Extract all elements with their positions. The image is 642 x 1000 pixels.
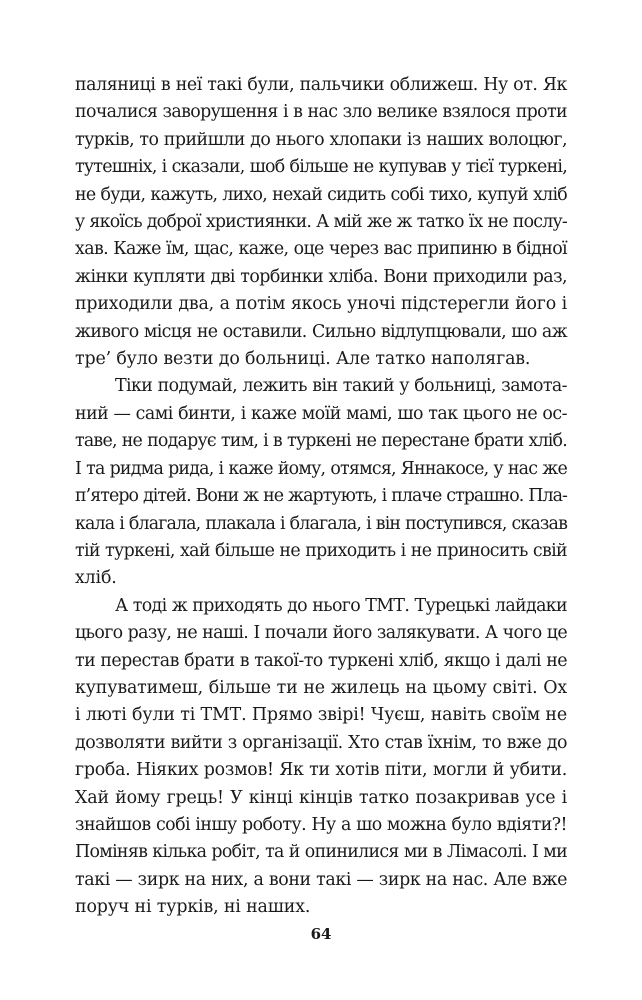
text-line: паляниці в неї такі були, пальчики оближеш. Ну от. Як	[75, 75, 567, 95]
text-line: живого місця не оставили. Сильно відлупцювали, шо аж	[75, 321, 567, 342]
text-line: ти перестав брати в такої-то туркені хліб, якщо і далі не	[75, 650, 567, 671]
text-line: І та ридма рида, і каже йому, отямся, Яннакосе, у нас же	[75, 458, 567, 479]
text-line: жінки купляти дві торбинки хліба. Вони приходили раз,	[75, 266, 567, 287]
text-line: Поміняв кілька робіт, та й опинилися ми в Лімасолі. І ми	[75, 842, 567, 863]
text-line: п’ятеро дітей. Вони ж не жартують, і плаче страшно. Пла-	[75, 486, 567, 507]
text-line: у якоїсь доброї християнки. А мій же ж татко їх не послу-	[75, 212, 567, 233]
text-line: Хай йому грець! У кінці кінців татко позакривав усе і	[75, 787, 567, 808]
text-line: кала і благала, плакала і благала, і він поступився, сказав	[75, 513, 567, 534]
text-line: купуватимеш, більше ти не жилець на цьому світі. Ох	[75, 677, 567, 698]
paragraph-2	[75, 373, 567, 592]
page-body	[75, 72, 567, 922]
paragraph-3	[75, 593, 567, 922]
text-line: тре’ було везти до больниці. Але татко наполягав.	[75, 349, 531, 370]
page-number: 64	[310, 925, 332, 943]
text-line: цього разу, не наші. І почали його залякувати. А чого це	[75, 623, 567, 644]
text-line: не буди, кажуть, лихо, нехай сидить собі тихо, купуй хліб	[75, 184, 567, 205]
text-line: хліб.	[75, 568, 117, 589]
text-line: хав. Каже їм, щас, каже, оце через вас припиню в бідної	[75, 239, 567, 260]
text-line: знайшов собі іншу роботу. Ну а шо можна було вдіяти?!	[75, 814, 567, 835]
text-line: таве, не подарує тим, і в туркені не перестане брати хліб.	[75, 431, 567, 452]
text-line: тутешніх, і сказали, шоб більше не купував у тієї туркені,	[75, 157, 567, 178]
paragraph-1	[75, 72, 567, 373]
text-line: і люті були ті ТМТ. Прямо звірі! Чуєш, навіть своїм не	[75, 705, 567, 726]
text-line: Тіки подумай, лежить він такий у больниці, замота-	[115, 376, 567, 397]
text-line: турків, то прийшли до нього хлопаки із наших волоцюг,	[75, 129, 567, 150]
text-line: дозволяти вийти з організації. Хто став їхнім, то вже до	[75, 732, 567, 753]
text-line: гроба. Ніяких розмов! Як ти хотів піти, могли й убити.	[75, 760, 567, 781]
text-line: А тоді ж приходять до нього ТМТ. Турецькі лайдаки	[115, 595, 567, 616]
text-line: тій туркені, хай більше не приходить і не приносить свій	[75, 540, 567, 561]
text-line: приходили два, а потім якось уночі підстерегли його і	[75, 294, 567, 315]
text-line: поруч ні турків, ні наших.	[75, 897, 311, 918]
text-line: почалися заворушення і в нас зло велике взялося проти	[75, 102, 567, 123]
text-line: ний — самі бинти, і каже моїй мамі, шо так цього не ос-	[75, 403, 567, 424]
text-line: такі — зирк на них, а вони такі — зирк на нас. Але вже	[75, 869, 567, 890]
